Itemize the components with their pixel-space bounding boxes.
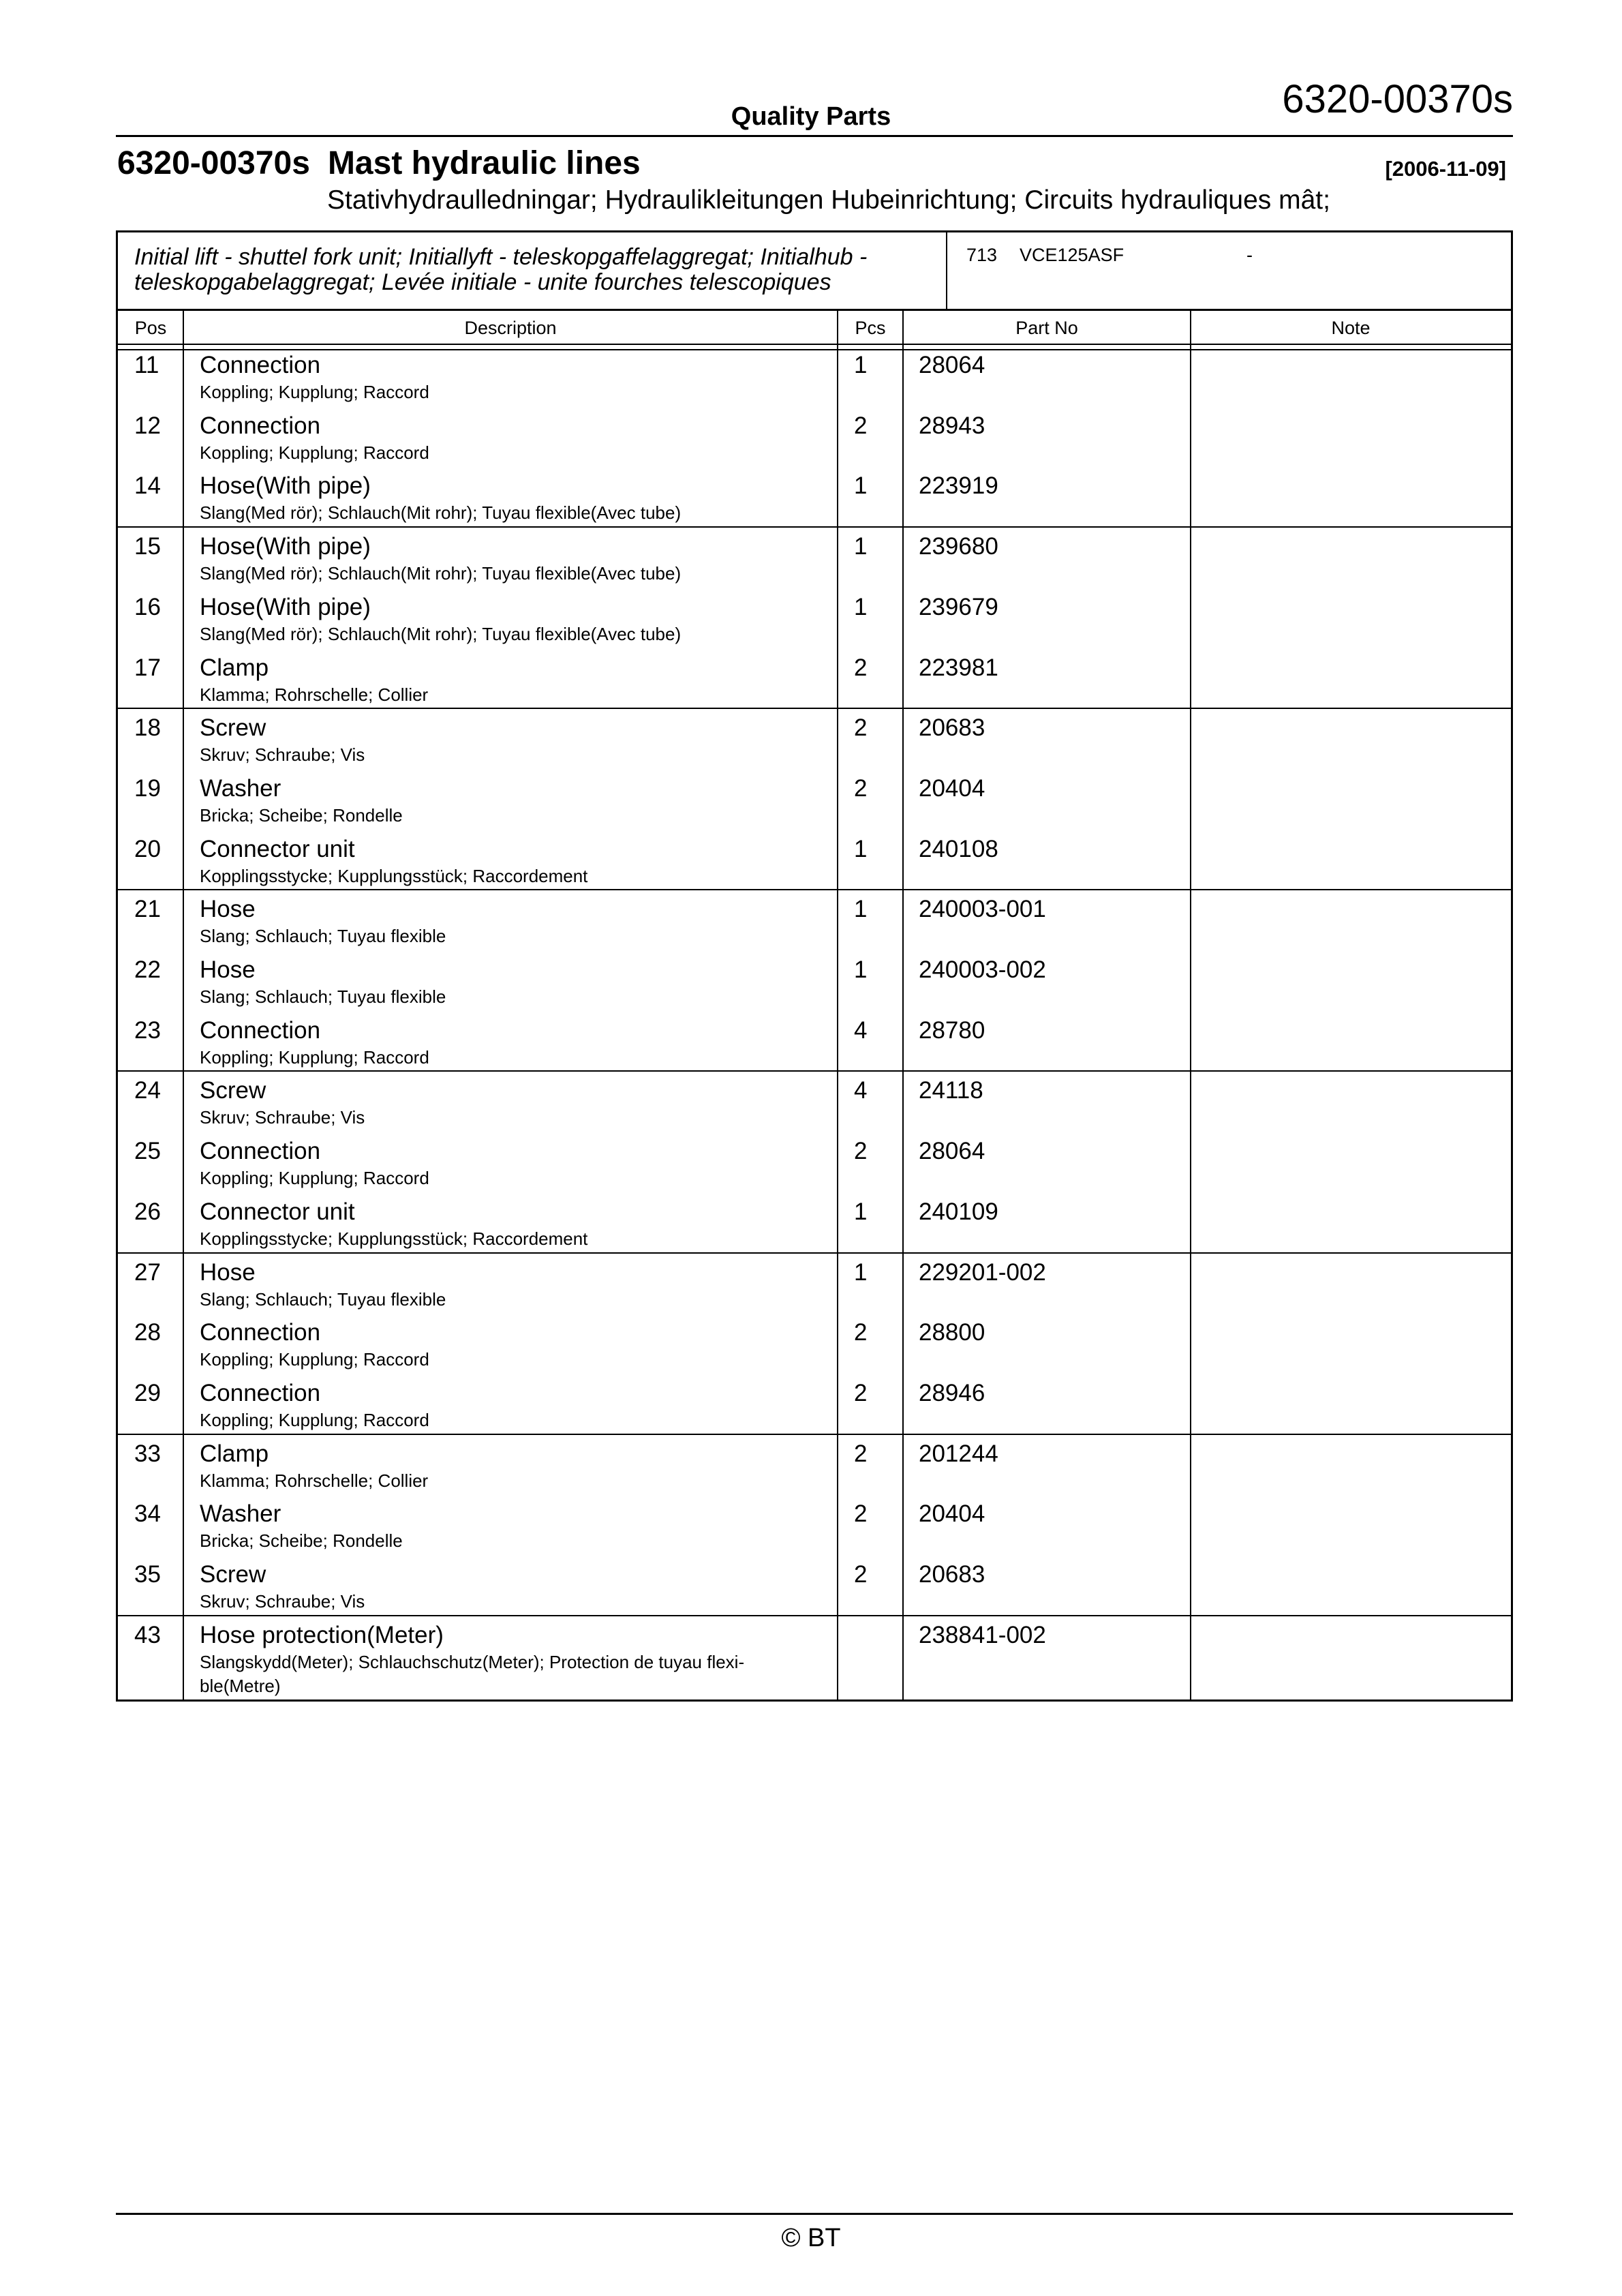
row-translations: Koppling; Kupplung; Raccord [200,1349,429,1370]
row-pos: 34 [134,1500,161,1528]
row-name: Hose [200,956,256,983]
row-part-no: 239679 [919,593,998,620]
row-part-no: 28946 [919,1379,985,1406]
group-separator [118,1615,1511,1616]
row-pos: 16 [134,593,161,620]
row-pcs: 2 [854,654,868,681]
row-name: Clamp [200,1440,269,1467]
row-name: Screw [200,1077,266,1104]
row-translations: Slang; Schlauch; Tuyau flexible [200,986,446,1007]
group-divider [946,232,947,309]
row-pos: 11 [134,352,159,378]
row-pcs: 1 [854,352,868,378]
row-pos: 21 [134,896,161,923]
row-name: Screw [200,1561,266,1588]
row-pos: 25 [134,1138,161,1165]
row-part-no: 240108 [919,835,998,862]
row-translations: Skruv; Schraube; Vis [200,744,365,766]
row-pos: 22 [134,956,161,983]
row-name: Connection [200,1319,321,1346]
model-name: VCE125ASF [1020,245,1124,265]
group-description: Initial lift - shuttel fork unit; Initiallyft - teleskopgaffelaggregat; Initialhub - teleskopgabelaggregat; Levée initiale - unite fourches telescopiques [134,244,868,295]
row-name: Hose protection(Meter) [200,1621,444,1648]
row-name: Washer [200,774,281,802]
row-part-no: 229201-002 [919,1258,1046,1286]
row-translations: Koppling; Kupplung; Raccord [200,382,429,402]
row-translations: Slang(Med rör); Schlauch(Mit rohr); Tuyau flexible(Avec tube) [200,502,682,524]
group-separator [118,889,1511,890]
row-translations: Slangskydd(Meter); Schlauchschutz(Meter); Protection de tuyau flexi-ble(Metre) [200,1651,745,1696]
row-pcs: 1 [854,1258,868,1286]
row-pos: 43 [134,1621,161,1648]
row-name: Hose(With pipe) [200,533,371,560]
group-separator [118,708,1511,709]
header-document-code: 6320-00370s [1282,77,1513,121]
row-part-no: 20683 [919,1561,985,1588]
row-pos: 33 [134,1440,161,1467]
row-pcs: 2 [854,1500,868,1528]
row-pcs: 1 [854,472,868,500]
row-pcs: 1 [854,956,868,983]
row-pcs: 4 [854,1016,868,1044]
col-divider [902,309,904,1700]
row-pcs: 2 [854,1561,868,1588]
row-pcs: 2 [854,1319,868,1346]
row-part-no: 240109 [919,1198,998,1225]
group-model-info [966,245,1253,266]
row-pos: 18 [134,714,161,742]
row-pcs: 2 [854,714,868,742]
footer-rule [116,2213,1513,2215]
group-separator [118,1434,1511,1435]
row-pos: 17 [134,654,161,681]
row-pcs: 1 [854,593,868,620]
row-pcs: 1 [854,835,868,862]
header-rule [116,135,1513,137]
row-pos: 29 [134,1379,161,1406]
row-translations: Koppling; Kupplung; Raccord [200,1168,429,1189]
row-name: Screw [200,714,266,742]
row-part-no: 223981 [919,654,998,681]
row-pos: 19 [134,774,161,802]
row-translations: Kopplingsstycke; Kupplungsstück; Raccordement [200,1228,588,1249]
row-translations: Koppling; Kupplung; Raccord [200,442,429,463]
row-translations: Skruv; Schraube; Vis [200,1591,365,1612]
row-part-no: 239680 [919,533,998,560]
row-pos: 27 [134,1258,161,1286]
row-pos: 35 [134,1561,161,1588]
row-pcs: 1 [854,896,868,923]
col-part-no: Part No [1015,318,1078,338]
row-translations: Slang; Schlauch; Tuyau flexible [200,926,446,947]
column-headers [118,309,1511,344]
row-name: Connection [200,412,321,439]
row-pcs: 1 [854,533,868,560]
row-name: Washer [200,1500,281,1528]
document-date: [2006-11-09] [1385,157,1506,181]
row-part-no: 240003-001 [919,896,1046,923]
parts-table [116,230,1513,1702]
row-pos: 28 [134,1319,161,1346]
row-pos: 23 [134,1016,161,1044]
col-description: Description [464,318,557,338]
row-pos: 14 [134,472,161,500]
row-translations: Koppling; Kupplung; Raccord [200,1409,429,1430]
row-part-no: 20404 [919,774,985,802]
row-name: Hose(With pipe) [200,472,371,500]
col-pcs: Pcs [855,318,886,338]
row-name: Hose [200,896,256,923]
col-divider [837,309,838,1700]
row-name: Connector unit [200,835,355,862]
row-pcs: 2 [854,1138,868,1165]
group-separator [118,1070,1511,1072]
row-part-no: 28943 [919,412,985,439]
row-pos: 20 [134,835,161,862]
row-pcs: 2 [854,1440,868,1467]
group-header [118,232,1511,311]
row-name: Connection [200,1138,321,1165]
group-separator [118,1252,1511,1254]
col-pos: Pos [134,318,167,338]
row-translations: Bricka; Scheibe; Rondelle [200,1530,403,1552]
row-pcs: 2 [854,1379,868,1406]
row-pcs: 4 [854,1077,868,1104]
row-pos: 26 [134,1198,161,1225]
header-brand: Quality Parts [731,102,891,131]
row-name: Hose [200,1258,256,1286]
row-pos: 12 [134,412,161,439]
col-note: Note [1331,318,1371,338]
header-rule-bottom [118,349,1511,350]
row-translations: Koppling; Kupplung; Raccord [200,1046,429,1068]
row-translations: Skruv; Schraube; Vis [200,1107,365,1128]
row-translations: Slang(Med rör); Schlauch(Mit rohr); Tuyau flexible(Avec tube) [200,623,682,644]
col-divider [1190,309,1191,1700]
row-pos: 24 [134,1077,161,1104]
row-name: Clamp [200,654,269,681]
row-translations: Bricka; Scheibe; Rondelle [200,804,403,826]
title-translations: Stativhydraulledningar; Hydraulikleitungen Hubeinrichtung; Circuits hydrauliques mât; [327,185,1330,215]
row-pos: 15 [134,533,161,560]
row-part-no: 24118 [919,1077,983,1104]
title-code: 6320-00370s [117,145,310,181]
row-part-no: 20404 [919,1500,985,1528]
row-name: Connection [200,1379,321,1406]
group-separator [118,526,1511,528]
row-translations: Slang(Med rör); Schlauch(Mit rohr); Tuyau flexible(Avec tube) [200,563,682,584]
row-pcs: 2 [854,412,868,439]
header-rule-top [118,344,1511,345]
row-part-no: 20683 [919,714,985,742]
row-part-no: 238841-002 [919,1621,1046,1648]
model-number: 713 [966,245,998,265]
col-divider [183,309,184,1700]
title-name: Mast hydraulic lines [327,145,641,181]
row-name: Connector unit [200,1198,355,1225]
row-part-no: 223919 [919,472,998,500]
row-pcs: 1 [854,1198,868,1225]
row-pcs: 2 [854,774,868,802]
row-part-no: 201244 [919,1440,998,1467]
row-name: Connection [200,1016,321,1044]
row-part-no: 240003-002 [919,956,1046,983]
row-translations: Klamma; Rohrschelle; Collier [200,1470,429,1491]
footer-copyright: © BT [781,2224,841,2252]
row-name: Hose(With pipe) [200,593,371,620]
row-part-no: 28064 [919,1138,985,1165]
page-title [117,145,658,182]
row-part-no: 28780 [919,1016,985,1044]
row-part-no: 28064 [919,352,985,378]
row-part-no: 28800 [919,1319,985,1346]
row-name: Connection [200,352,321,378]
row-translations: Kopplingsstycke; Kupplungsstück; Raccordement [200,865,588,886]
row-translations: Klamma; Rohrschelle; Collier [200,684,429,705]
row-translations: Slang; Schlauch; Tuyau flexible [200,1288,446,1310]
model-serial: - [1246,245,1253,265]
